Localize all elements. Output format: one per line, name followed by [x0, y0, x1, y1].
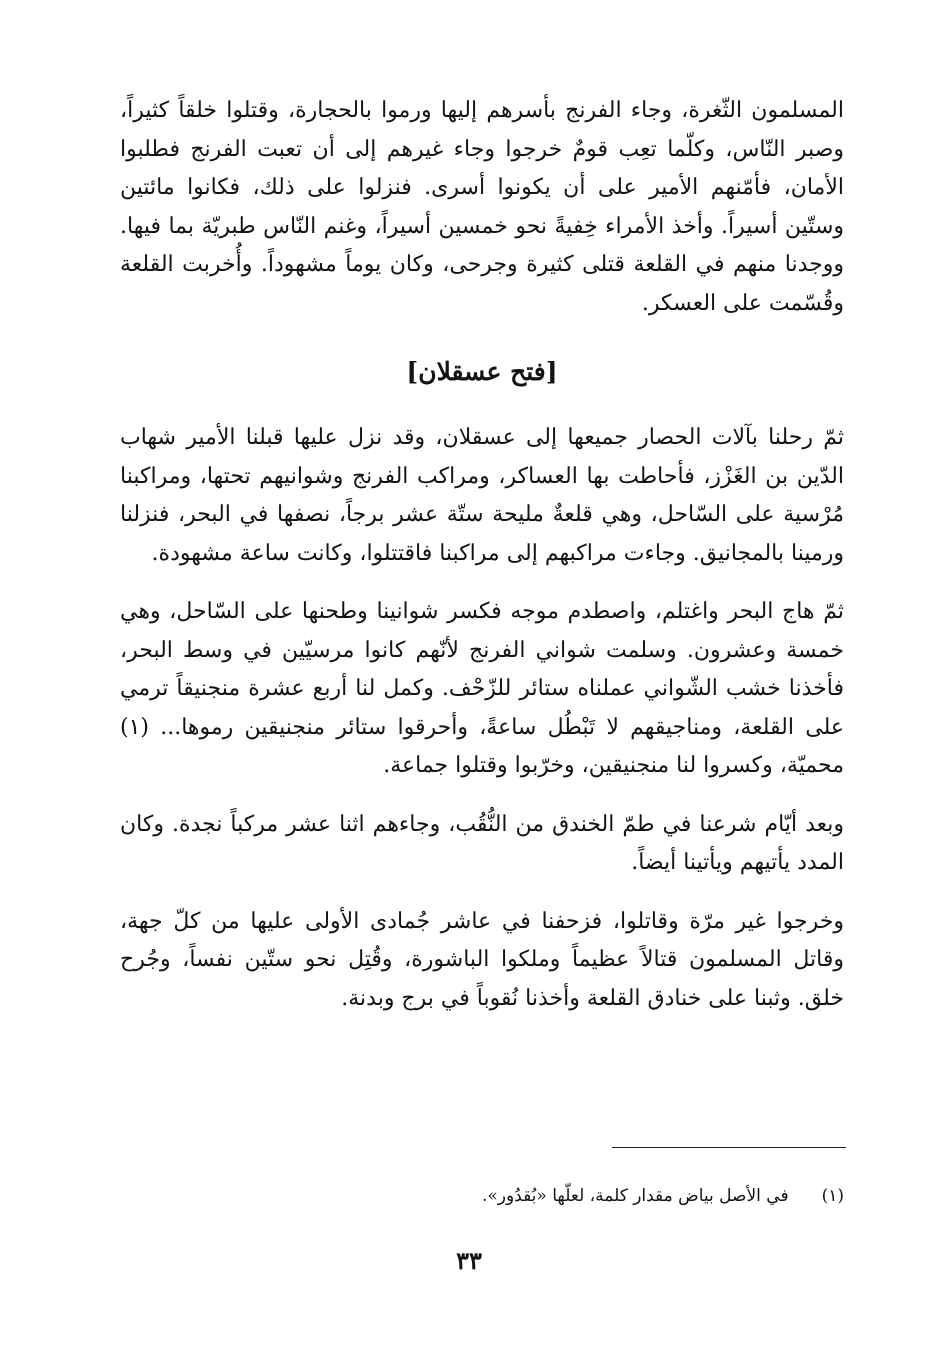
footnote-text: في الأصل بياض مقدار كلمة، لعلّها «بُقدُور».: [481, 1186, 789, 1206]
footnote-number: (١): [821, 1186, 844, 1206]
paragraph-3: ثمّ هاج البحر واغتلم، واصطدم موجه فكسر شوانينا وطحنها على السّاحل، وهي خمسة وعشرون. وسلمت شواني الفرنج لأنّهم كانوا مرسيّين في وسط البحر، فأخذنا خشب الشّواني عملناه ستائر للزّحْف. وكمل لنا أربع عشرة منجنيقاً ترمي على القلعة، ومناجيقهم لا تَبْطُل ساعةً، وأحرقوا ستائر منجنيقين رموها... (١) محميّة، وكسروا لنا منجنيقين، وخرّبوا وقتلوا جماعة.: [120, 599, 844, 778]
footnote: [244, 1182, 844, 1210]
section-heading: [فتح عسقلان]: [406, 357, 558, 386]
paragraph-4: وبعد أيّام شرعنا في طمّ الخندق من النُّقُب، وجاءهم اثنا عشر مركباً نجدة. وكان المدد يأتيهم ويأتينا أيضاً.: [120, 811, 844, 875]
paragraph-2: ثمّ رحلنا بآلات الحصار جميعها إلى عسقلان، وقد نزل عليها قبلنا الأمير شهاب الدّين بن الغَزْز، فأحاطت بها العساكر، ومراكب الفرنج وشوانيهم تحتها، ومراكبنا مُرْسية على السّاحل، وهي قلعةٌ مليحة ستّة عشر برجاً، نصفها في البحر، فنزلنا ورمينا بالمجانيق. وجاءت مراكبهم إلى مراكبنا فاقتتلوا، وكانت ساعة مشهودة.: [120, 425, 844, 566]
page-body: [120, 92, 844, 1018]
paragraph-5: وخرجوا غير مرّة وقاتلوا، فزحفنا في عاشر جُمادى الأولى عليها من كلّ جهة، وقاتل المسلمون قتالاً عظيماً وملكوا الباشورة، وقُتِل نحو ستّين نفساً، وجُرح خلق. وثبنا على خنادق القلعة وأخذنا نُقوباً في برج وبدنة.: [120, 908, 844, 1011]
footnote-separator: [612, 1147, 846, 1148]
scan-speck: [42, 1318, 48, 1324]
paragraph-1: المسلمون الثّغرة، وجاء الفرنج بأسرهم إليها ورموا بالحجارة، وقتلوا خلقاً كثيراً، وصبر النّاس، وكلّما تعِب قومٌ خرجوا وجاء غيرهم إلى أن تعبت الفرنج فطلبوا الأمان، فأمّنهم الأمير على أن يكونوا أسرى. فنزلوا على ذلك، فكانوا مائتين وستّين أسيراً. وأخذ الأمراء خِفيةً نحو خمسين أسيراً، وغنم النّاس طبريّة بما فيها. ووجدنا منهم في القلعة قتلى كثيرة وجرحى، وكان يوماً مشهوداً. وأُخربت القلعة وقُسّمت على العسكر.: [120, 98, 844, 316]
page-number: ٣٣: [456, 1246, 482, 1275]
